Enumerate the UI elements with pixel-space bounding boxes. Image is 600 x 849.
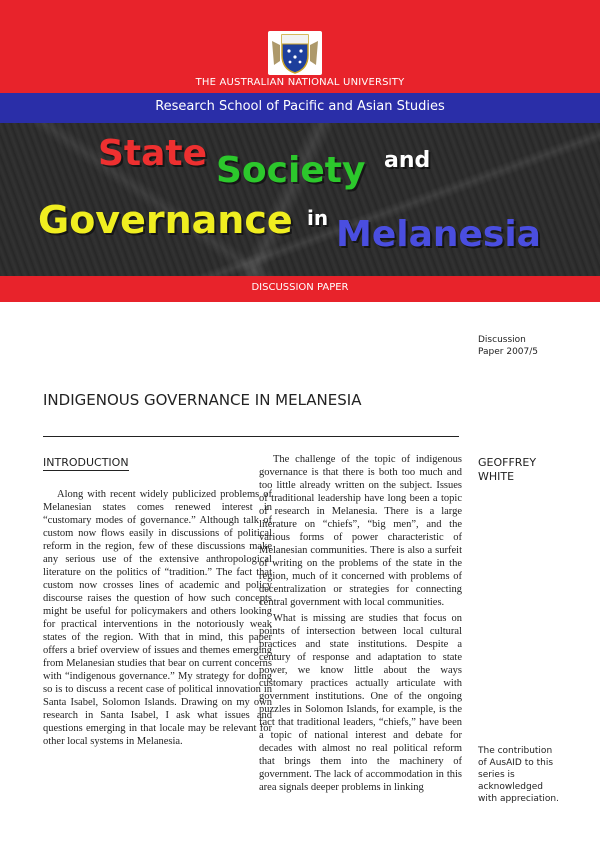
body-column-1 (43, 488, 272, 748)
author-name-line1: GEOFFREY (478, 456, 537, 469)
body-column-2 (259, 453, 462, 794)
banner-word-in: in (307, 206, 329, 230)
author-name (478, 456, 558, 484)
author-name-line2: WHITE (478, 470, 515, 483)
article-title: INDIGENOUS GOVERNANCE IN MELANESIA (43, 391, 362, 409)
paper-number-line2: Paper 2007/5 (478, 347, 539, 357)
title-divider (43, 436, 459, 437)
series-label: DISCUSSION PAPER (251, 282, 349, 293)
school-name: Research School of Pacific and Asian Studies (155, 99, 445, 114)
paper-number (478, 334, 558, 358)
paragraph: The challenge of the topic of indigenous governance is that there is both too much and too little already written on the subject. Issues of traditional leadership have long been a topic of research in Melanesia. There is a large literature on “chiefs”, “big men”, and the various forms of power characteristic of Melanesian communities. There is also a surfeit of writing on the problems of the state in the region, much of it concerned with problems of decentralization or strategies for connecting central government with local communities. (259, 454, 462, 608)
acknowledgement-note: The contribution of AusAID to this series is acknowledged with appreciation. (478, 746, 559, 804)
paragraph: Along with recent widely publicized problems of Melanesian states comes renewed interest in “customary modes of governance.” Although talk of custom now flows easily in discussions of political reform in the region, few of these discussions make any serious use of the extensive anthropological literature on the politics of “tradition.” The fact that custom now crosses lines of academic and policy discourse raises the question of how such concepts might be useful for policymakers and others looking for practical interventions in the notoriously weak states of the region. With that in mind, this paper offers a brief overview of issues and themes emerging from Melanesian studies that bear on current concerns with “indigenous governance.” My strategy for doing so is to discuss a recent case of political innovation in Santa Isabel, Solomon Islands. Drawing on my own research in Santa Isabel, I ask what issues and questions emerging in that locale may be relevant for other local systems in Melanesia. (43, 489, 272, 747)
anu-crest-logo (268, 31, 322, 75)
paper-number-line1: Discussion (478, 335, 526, 345)
banner-word-and: and (384, 148, 431, 173)
banner-word-melanesia: Melanesia (336, 214, 541, 255)
paragraph: What is missing are studies that focus on points of intersection between local cultural practices and state institutions. Despite a century of response and adaptation to state power, we know little about the ways customary practices actually articulate with government institutions. One of the ongoing puzzles in Solomon Islands, for example, is the fact that traditional leaders, “chiefs,” have been a topic of national interest and debate for decades with almost no real political reform that brings them into the machinery of government. The lack of accommodation in this area signals deeper problems in linking (259, 613, 462, 793)
banner-word-governance: Governance (38, 198, 293, 242)
banner-word-society: Society (216, 150, 366, 191)
section-heading: INTRODUCTION (43, 456, 129, 469)
institution-name: THE AUSTRALIAN NATIONAL UNIVERSITY (195, 77, 405, 88)
banner-word-state: State (98, 133, 208, 174)
